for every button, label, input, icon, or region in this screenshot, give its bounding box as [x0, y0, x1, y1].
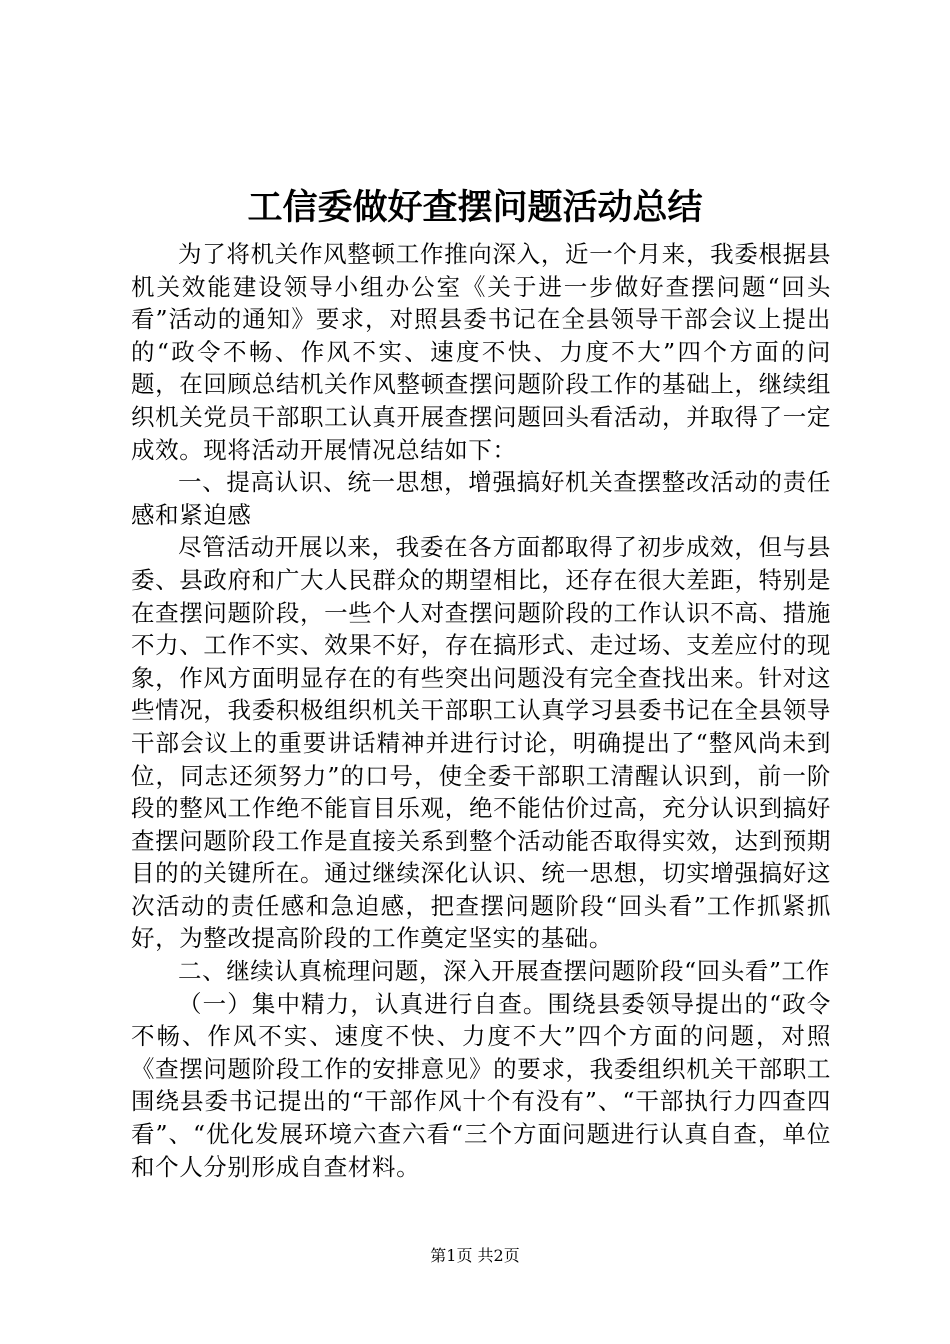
document-body — [131, 238, 831, 1183]
intro-paragraph: 为了将机关作风整顿工作推向深入，近一个月来，我委根据县机关效能建设领导小组办公室《关于进一步做好查摆问题“回头看”活动的通知》要求，对照县委书记在全县领导干部会议上提出的“政令不畅、作风不实、速度不快、力度不大”四个方面的问题，在回顾总结机关作风整顿查摆问题阶段工作的基础上，继续组织机关党员干部职工认真开展查摆问题回头看活动，并取得了一定成效。现将活动开展情况总结如下： — [131, 240, 831, 464]
section-heading-2: 二、继续认真梳理问题，深入开展查摆问题阶段“回头看”工作 — [178, 957, 830, 986]
section-heading-1: 一、提高认识、统一思想，增强搞好机关查摆整改活动的责任感和紧迫感 — [131, 468, 831, 529]
section-1-paragraph: 尽管活动开展以来，我委在各方面都取得了初步成效，但与县委、县政府和广大人民群众的期望相比，还存在很大差距，特别是在查摆问题阶段，一些个人对查摆问题阶段的工作认识不高、措施不力、工作不实、效果不好，存在搞形式、走过场、支差应付的现象，作风方面明显存在的有些突出问题没有完全查找出来。针对这些情况，我委积极组织机关干部职工认真学习县委书记在全县领导干部会议上的重要讲话精神并进行讨论，明确提出了“整风尚未到位，同志还须努力”的口号，使全委干部职工清醒认识到，前一阶段的整风工作绝不能盲目乐观，绝不能估价过高，充分认识到搞好查摆问题阶段工作是直接关系到整个活动能否取得实效，达到预期目的的关键所在。通过继续深化认识、统一思想，切实增强搞好这次活动的责任感和急迫感，把查摆问题阶段“回头看”工作抓紧抓好，为整改提高阶段的工作奠定坚实的基础。 — [131, 533, 831, 953]
document-title: 工信委做好查摆问题活动总结 — [247, 187, 703, 228]
subsection-1-paragraph: （一）集中精力，认真进行自查。围绕县委领导提出的“政令不畅、作风不实、速度不快、力度不大”四个方面的问题，对照《查摆问题阶段工作的安排意见》的要求，我委组织机关干部职工围绕县委书记提出的“干部作风十个有没有”、“干部执行力四查四看”、“优化发展环境六查六看“三个方面问题进行认真自查，单位和个人分别形成自查材料。 — [131, 989, 831, 1181]
page-footer: 第1页 共2页 — [430, 1246, 520, 1265]
